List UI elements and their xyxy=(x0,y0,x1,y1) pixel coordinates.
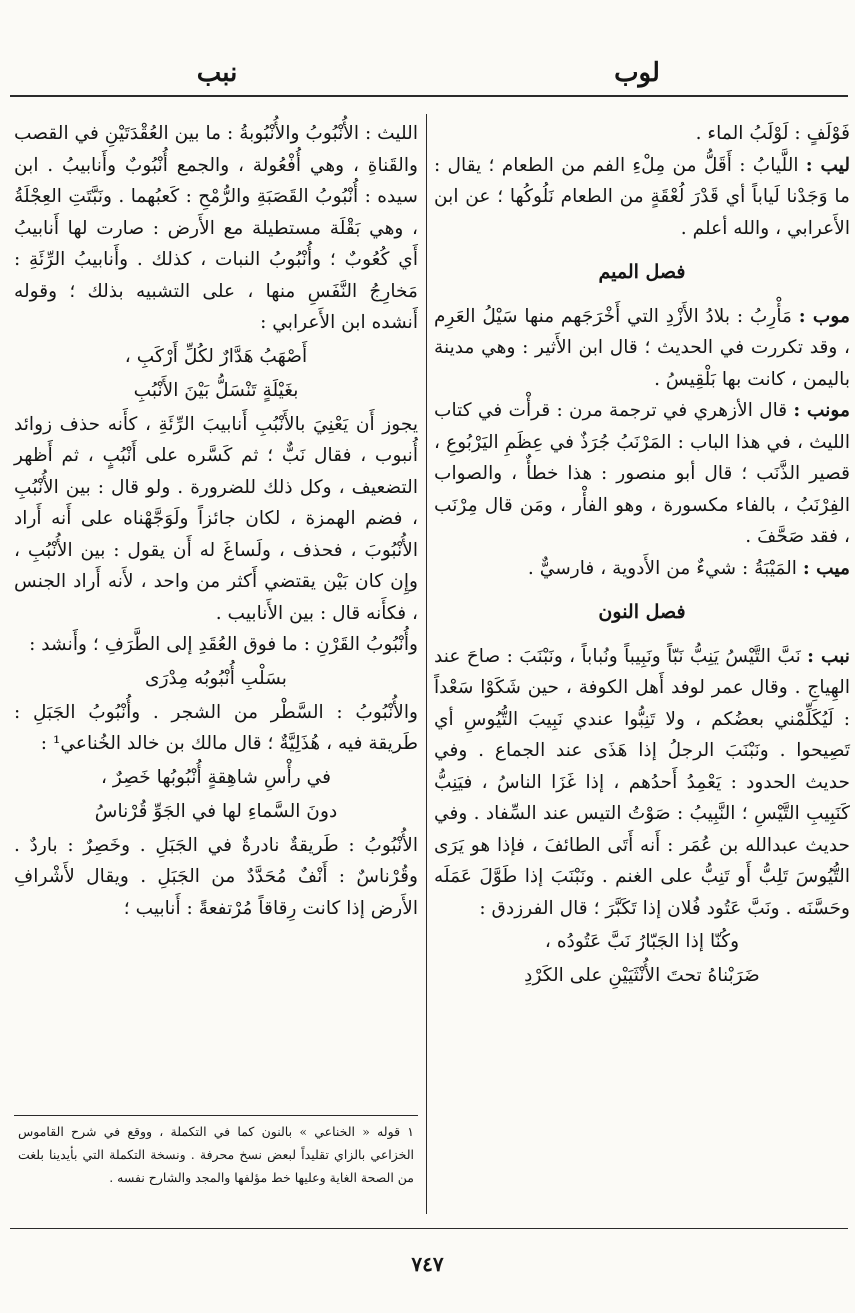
section-heading-meem: فصل الميم xyxy=(598,261,686,283)
headword-nbb: نبب : xyxy=(807,645,850,667)
header-rule xyxy=(10,95,848,97)
left-header-title: نبب xyxy=(196,58,238,88)
verse-line: بغَيْلَةٍ تَنْسَلُّ بَيْنَ الأَنْبُبِ xyxy=(133,379,299,401)
entry-paragraph: يجوز أَن يَعْنِيَ بالأَنْبُبِ أَنابيبَ الرِّئَةِ ، كأَنه حذف زوائد أُنبوب ، فقال نَبٌّ ؛ ثم كَسَّره على أَنْبُبٍ ، ثم أَظهر التضعيف ، وكل ذلك للضرورة . ولو قال : بين الأُنْبُبِ ، فضم الهمزة ، لكان جائزاً ولَوَجَّهْناه على أَنه أَراد الأُنْبُوبَ ، فحذف ، ولَساغَ له أَن يقول : بين الأُنْبُبِ ، وإِن كان بَيْن يقتضي أَكثر من واحد ، لأَنه أَراد الجنس ، فكأَنه قال : بين الأَنابيب . xyxy=(14,413,418,624)
right-header-title: لوب xyxy=(614,58,660,88)
verse-line: دونَ السَّماءِ لها في الجَوِّ قُرْناسُ xyxy=(94,800,338,822)
headword-myb: ميب : xyxy=(802,557,850,579)
right-column xyxy=(434,118,850,994)
entry-lwb-end: فَوْلَفٍ : لَوْلَبُ الماء . xyxy=(695,123,850,144)
entry-mrnb xyxy=(434,395,850,553)
column-divider xyxy=(426,114,427,1214)
entry-paragraph: وأُنْبُوبُ القَرْنِ : ما فوق العُقَدِ إلى الطَّرَفِ ؛ وأَنشد : xyxy=(29,634,418,655)
section-heading-noon: فصل النون xyxy=(598,601,686,623)
entry-nbb xyxy=(434,641,850,925)
left-column xyxy=(14,118,418,924)
verse-line: أَصْهَبُ هَدَّارٌ لكُلِّ أَرْكَبِ ، xyxy=(124,345,308,367)
footnote xyxy=(18,1120,414,1189)
page-number: ٧٤٧ xyxy=(411,1252,444,1276)
entry-mrnb-text: قال الأزهري في ترجمة مرن : قرأْت في كتاب الليث ، في هذا الباب : المَرْنَبُ جُرَذٌ في عِظَمِ اليَرْبُوعِ ، قصير الذَّنَب ؛ قال أبو منصور : هذا خطأٌ ، والصواب الفِرْنَبُ ، بالفاء مكسورة ، وهو الفأْر ، ومَن قال مِرْنَب ، فقد صَحَّفَ . xyxy=(434,400,850,547)
footnote-separator xyxy=(14,1115,418,1116)
headword-lyb: ليب : xyxy=(805,154,850,176)
headword-mwb: موب : xyxy=(798,305,850,327)
footnote-marker: ١ xyxy=(407,1124,414,1139)
entry-myb xyxy=(434,553,850,585)
verse-line: ضَرَبْناهُ تحتَ الأُنْثَيَيْنِ على الكَرْدِ xyxy=(524,965,760,986)
entry-myb-text: المَيْبَةُ : شيءٌ من الأَدوية ، فارسيٌّ . xyxy=(527,557,803,579)
entry-lyb xyxy=(434,150,850,245)
verse-line: بسَلْبِ أُنْبُوبُه مِدْرَى xyxy=(145,667,287,689)
verse-line: وكُنّا إذا الجَبّارُ نَبَّ عَتُودُه ، xyxy=(544,931,740,952)
headword-mrnb: مونب : xyxy=(793,400,850,421)
entry-mwb xyxy=(434,301,850,396)
entry-lyb-text: اللَّيابُ : أَقَلُّ من مِلْءِ الفم من الطعام ؛ يقال : ما وَجَدْنا لَياباً أي قَدْرَ لُعْقَةٍ من الطعام نَلُوكُها ؛ عن ابن الأَعرابي ، والله أعلم . xyxy=(434,154,850,239)
footnote-text: قوله « الخناعي » بالنون كما في التكملة ، ووقع في شرح القاموس الخزاعي بالزاي تقليداً لبعض نسخ محرفة . ونسخة التكملة التي بأيدينا بلغت من الصحة الغاية وعليها خط مؤلفها والمجد والشارح نفسه . xyxy=(18,1124,414,1185)
footer-rule xyxy=(10,1228,848,1229)
entry-paragraph: الليث : الأُنْبُوبُ والأُنْبُوبةُ : ما بين العُقْدَتَيْنِ في القصب والقَناةِ ، وهي أُفْعُولة ، والجمع أُنْبُوبٌ وأَنابيبُ . ابن سيده : أُنْبُوبُ القَصَبَةِ والرُّمْحِ : كَعبُهما . ونَبَّتَتِ العِجْلَةُ ، وهي بَقْلَة مستطيلة مع الأَرض : صارت لها أَنابيبُ أَي كُعُوبٌ ؛ وأُنْبُوبُ النبات ، كذلك . وأَنابيبُ الرِّئَةِ : مَخارِجُ النَّفَسِ منها ، على التشبيه بذلك ؛ وقوله أَنشده ابن الأَعرابي : xyxy=(13,123,418,333)
entry-paragraph: والأُنْبُوبُ : السَّطْر من الشجر . وأُنْبُوبُ الجَبَلِ : طَريقة فيه ، هُذَلِيَّةٌ ؛ قال مالك بن خالد الخُناعي¹ : xyxy=(14,701,418,754)
entry-paragraph: الأُنْبُوبُ : طَريقةٌ نادرةٌ في الجَبَلِ . وخَصِرٌ : باردٌ . وقُرْناسٌ : أَنْفٌ مُحَدَّدٌ من الجَبَلِ . ويقال لأَشْرافِ الأَرض إذا كانت رِقاقاً مُرْتفعةً : أَنابيب ؛ xyxy=(14,834,418,919)
entry-nbb-text: نَبَّ التَّيْسُ يَنِبُّ نَبّاً ونَبِيباً ونُباباً ، ونَبْنَبَ : صاحَ عند الهِياجِ . وقال عمر لوفد أَهل الكوفة ، حين شَكَوْا سَعْداً : لَيُكَلِّمْني بعضُكم ، ولا تَنِبُّوا عندي نَبِيبَ التُّيُوسِ أي تَصِيحوا . ونَبْنَبَ الرجلُ إذا هَذَى عند الجماع . وفي حديث الحدود : يَعْمِدُ أَحدُهم ، إذا غَزَا الناسُ ، فيَنِبُّ كَنَبِيبِ التَّيْسِ ؛ النَّبِيبُ : صَوْتُ التيس عند السِّفاد . وفي حديث عبدالله بن عُمَر : أَنه أَتَى الطائفَ ، فإذا هو يَرَى التُّيُوسَ تَلِبُّ أَو تَنِبُّ على الغنم . ونَبْنَبَ إذا طَوَّلَ عَمَلَه وحَسَّنَه . ونَبَّ عَتُود فُلان إذا تَكَبَّرَ ؛ قال الفرزدق : xyxy=(434,645,850,919)
verse-line: في رأْسِ شاهِقةٍ أُنْبُوبُها خَصِرٌ ، xyxy=(100,766,332,788)
entry-mwb-text: مَأْرِبُ : بلادُ الأَزْدِ التي أَخْرَجَهم منها سَيْلُ العَرِم ، وقد تكررت في الحديث ؛ قال ابن الأَثير : وهي مدينة باليمن ، كانت بها بَلْقِيسُ . xyxy=(434,305,850,390)
